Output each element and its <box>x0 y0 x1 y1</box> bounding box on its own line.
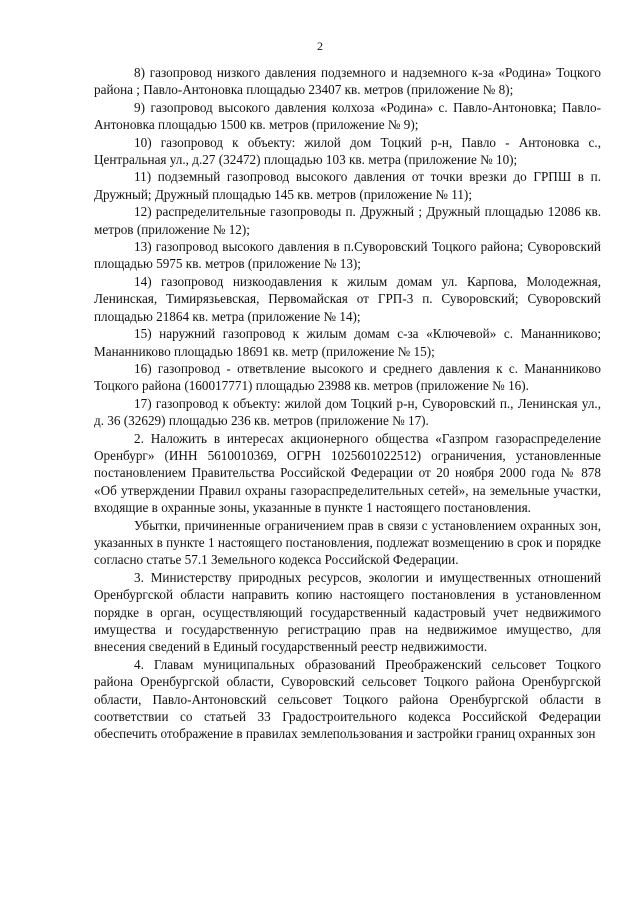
paragraph-item-12: 12) распределительные газопроводы п. Дружный ; Дружный площадью 12086 кв. метров (приложение № 12); <box>94 204 601 237</box>
paragraph-item-16: 16) газопровод - ответвление высокого и среднего давления к с. Мананниково Тоцкого района (160017771) площадью 23988 кв. метров (приложение № 16). <box>94 360 601 394</box>
paragraph-item-15: 15) наружний газопровод к жилым домам с-за «Ключевой» с. Мананниково; Мананниково площадью 18691 кв. метр (приложение № 15); <box>94 326 601 359</box>
paragraph-item-13: 13) газопровод высокого давления в п.Суворовский Тоцкого района; Суворовский площадью 5975 кв. метров (приложение № 13); <box>94 239 601 272</box>
paragraph-item-9: 9) газопровод высокого давления колхоза «Родина» с. Павло-Антоновка; Павло-Антоновка площадью 1500 кв. метров (приложение № 9); <box>94 99 601 133</box>
paragraph-item-14: 14) газопровод низкоодавления к жилым домам ул. Карпова, Молодежная, Ленинская, Тимирязьевская, Первомайская от ГРП-3 п. Суворовский; Суворовский площадью 21864 кв. метра (приложение № 14); <box>94 273 601 324</box>
paragraph-item-10: 10) газопровод к объекту: жилой дом Тоцкий р-н, Павло - Антоновка с., Центральная ул., д.27 (32472) площадью 103 кв. метра (приложение № 10); <box>94 134 601 168</box>
document-body <box>94 64 601 743</box>
paragraph-item-11: 11) подземный газопровод высокого давления от точки врезки до ГРПШ в п. Дружный; Дружный площадью 145 кв. метров (приложение № 11); <box>94 169 601 202</box>
page-number: 2 <box>317 39 323 53</box>
paragraph-item-17: 17) газопровод к объекту: жилой дом Тоцкий р-н, Суворовский п., Ленинская ул., д. 36 (32629) площадью 236 кв. метров (приложение № 17). <box>94 395 601 429</box>
paragraph-losses: Убытки, причиненные ограничением прав в связи с установлением охранных зон, указанных в пункте 1 настоящего постановления, подлежат возмещению в срок и порядке согласно статье 57.1 Земельного кодекса Российской Федерации. <box>94 517 602 568</box>
paragraph-clause-2: 2. Наложить в интересах акционерного общества «Газпром газораспределение Оренбург» (ИНН 5610010369, ОГРН 1025601022512) ограничения, установленные постановлением Правительства Российской Федерации от 20 ноября 2000 года № 878 «Об утверждении Правил охраны газораспределительных сетей», на земельные участки, входящие в охранные зоны, указанные в пункте 1 настоящего постановления. <box>94 430 601 516</box>
paragraph-clause-4: 4. Главам муниципальных образований Преображенский сельсовет Тоцкого района Оренбургской области, Суворовский сельсовет Тоцкого района Оренбургской области, Павло-Антоновский сельсовет Тоцкого района Оренбургской области в соответствии со статьей 33 Градостроительного кодекса Российской Федерации обеспечить отображение в правилах землепользования и застройки границ охранных зон <box>94 656 601 742</box>
paragraph-item-8: 8) газопровод низкого давления подземного и надземного к-за «Родина» Тоцкого района ; Павло-Антоновка площадью 23407 кв. метров (приложение № 8); <box>94 65 601 98</box>
paragraph-clause-3: 3. Министерству природных ресурсов, экологии и имущественных отношений Оренбургской области направить копию настоящего постановления в установленном порядке в орган, осуществляющий государственный кадастровый учет недвижимого имущества и государственную регистрацию прав на недвижимое имущество, для внесения сведений в Единый государственный реестр недвижимости. <box>94 569 601 655</box>
